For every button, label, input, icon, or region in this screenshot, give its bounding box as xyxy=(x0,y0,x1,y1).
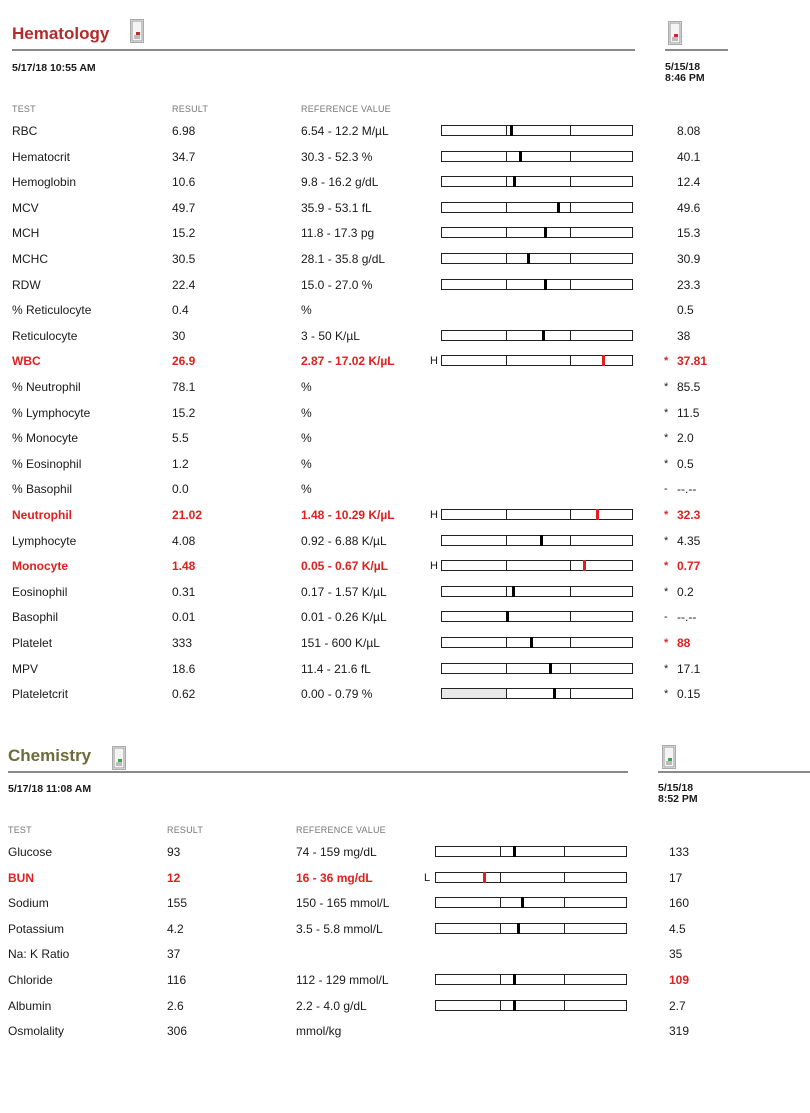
reference-range: 0.17 - 1.57 K/µL xyxy=(301,585,387,599)
reference-range: 0.05 - 0.67 K/µL xyxy=(301,559,388,573)
hematology-date: 5/17/18 10:55 AM xyxy=(12,62,96,74)
previous-result: 160 xyxy=(669,896,690,910)
test-name[interactable]: Osmolality xyxy=(8,1024,65,1038)
test-result: 306 xyxy=(167,1024,188,1038)
range-bar-divider xyxy=(570,536,571,545)
range-bar-marker xyxy=(557,202,560,213)
previous-result: 32.3 xyxy=(677,508,701,522)
range-bar-marker xyxy=(596,509,599,520)
reference-range: % xyxy=(301,303,312,317)
reference-range: mmol/kg xyxy=(296,1024,342,1038)
previous-result: 133 xyxy=(669,845,690,859)
range-bar-divider xyxy=(570,228,571,237)
hematology-prev-date: 5/15/18 xyxy=(665,61,701,73)
abnormal-flag: H xyxy=(430,355,438,367)
test-result: 5.5 xyxy=(172,431,189,445)
test-result: 37 xyxy=(167,947,181,961)
test-name[interactable]: Monocyte xyxy=(12,559,69,573)
test-name[interactable]: Hematocrit xyxy=(12,150,71,164)
hematology-prev-divider xyxy=(665,49,728,51)
hematology-prev-time: 8:46 PM xyxy=(665,72,705,84)
test-name[interactable]: Albumin xyxy=(8,999,52,1013)
range-bar-divider xyxy=(564,1001,565,1010)
reference-range: % xyxy=(301,431,312,445)
range-bar xyxy=(441,330,633,341)
test-result: 34.7 xyxy=(172,150,196,164)
range-bar-divider xyxy=(570,356,571,365)
range-bar-divider xyxy=(570,126,571,135)
abnormal-flag: H xyxy=(430,509,438,521)
test-name[interactable]: Sodium xyxy=(8,896,49,910)
prev-change-indicator: - xyxy=(664,483,668,495)
range-bar xyxy=(441,355,633,366)
reference-range: 35.9 - 53.1 fL xyxy=(301,201,372,215)
range-bar-marker xyxy=(542,330,545,341)
range-bar-divider xyxy=(506,587,507,596)
previous-result: 0.77 xyxy=(677,559,701,573)
range-bar-marker xyxy=(527,253,530,264)
chemistry-title: Chemistry xyxy=(8,746,92,765)
test-result: 26.9 xyxy=(172,354,196,368)
reference-range: 151 - 600 K/µL xyxy=(301,636,380,650)
range-bar-marker xyxy=(549,663,552,674)
test-name[interactable]: RBC xyxy=(12,124,38,138)
range-bar xyxy=(435,1000,627,1011)
hematology-divider xyxy=(12,49,635,51)
previous-result: 23.3 xyxy=(677,278,701,292)
test-name[interactable]: % Basophil xyxy=(12,482,73,496)
prev-change-indicator: * xyxy=(664,355,669,367)
reference-range: 0.92 - 6.88 K/µL xyxy=(301,534,387,548)
previous-result: 35 xyxy=(669,947,683,961)
test-result: 30.5 xyxy=(172,252,196,266)
test-result: 15.2 xyxy=(172,226,196,240)
test-name[interactable]: Eosinophil xyxy=(12,585,68,599)
range-bar-divider xyxy=(570,561,571,570)
range-bar-divider xyxy=(570,638,571,647)
reference-range: % xyxy=(301,457,312,471)
header-reference: REFERENCE VALUE xyxy=(301,104,391,114)
prev-change-indicator: * xyxy=(664,381,669,393)
range-bar-marker xyxy=(602,355,605,366)
range-bar xyxy=(441,151,633,162)
previous-result: --.-- xyxy=(677,482,697,496)
test-result: 0.4 xyxy=(172,303,189,317)
chemistry-tube-icon[interactable] xyxy=(112,746,126,770)
range-bar-divider xyxy=(564,924,565,933)
header-test: TEST xyxy=(12,104,36,114)
range-bar xyxy=(441,560,633,571)
range-bar xyxy=(441,125,633,136)
range-bar-divider xyxy=(570,177,571,186)
prev-change-indicator: * xyxy=(664,637,669,649)
prev-change-indicator: * xyxy=(664,535,669,547)
range-bar-divider xyxy=(506,536,507,545)
range-bar-marker xyxy=(517,923,520,934)
hematology-prev-tube-icon[interactable] xyxy=(668,21,682,45)
range-bar-marker xyxy=(540,535,543,546)
range-bar-divider xyxy=(506,152,507,161)
test-result: 2.6 xyxy=(167,999,184,1013)
test-name[interactable]: Basophil xyxy=(12,610,59,624)
header-result: RESULT xyxy=(172,104,209,114)
previous-result: 11.5 xyxy=(677,406,700,420)
test-result: 93 xyxy=(167,845,181,859)
reference-range: 11.4 - 21.6 fL xyxy=(301,662,371,676)
previous-result: 85.5 xyxy=(677,380,701,394)
test-name[interactable]: Potassium xyxy=(8,922,65,936)
test-result: 21.02 xyxy=(172,508,203,522)
range-bar-divider xyxy=(570,689,571,698)
chemistry-prev-divider xyxy=(658,771,810,773)
prev-change-indicator: * xyxy=(664,407,669,419)
range-bar-marker xyxy=(544,227,547,238)
range-bar-divider xyxy=(506,177,507,186)
test-name[interactable]: MCV xyxy=(12,201,39,215)
previous-result: 38 xyxy=(677,329,691,343)
range-bar-divider xyxy=(506,510,507,519)
range-bar-divider xyxy=(500,924,501,933)
reference-range: 150 - 165 mmol/L xyxy=(296,896,390,910)
abnormal-flag: L xyxy=(424,872,431,884)
range-bar xyxy=(435,923,627,934)
range-bar xyxy=(441,227,633,238)
test-result: 15.2 xyxy=(172,406,196,420)
range-bar-divider xyxy=(506,228,507,237)
previous-result: 12.4 xyxy=(677,175,701,189)
previous-result: 30.9 xyxy=(677,252,701,266)
test-name[interactable]: Neutrophil xyxy=(12,508,72,522)
range-bar-divider xyxy=(506,254,507,263)
reference-range: 30.3 - 52.3 % xyxy=(301,150,373,164)
range-bar-divider xyxy=(506,689,507,698)
prev-change-indicator: * xyxy=(664,663,669,675)
test-name[interactable]: BUN xyxy=(8,871,34,885)
prev-change-indicator: - xyxy=(664,611,668,623)
range-bar-marker xyxy=(506,611,509,622)
prev-change-indicator: * xyxy=(664,458,669,470)
abnormal-flag: H xyxy=(430,560,438,572)
test-result: 0.01 xyxy=(172,610,196,624)
header-result: RESULT xyxy=(167,825,204,835)
range-bar-marker xyxy=(521,897,524,908)
chemistry-prev-tube-icon[interactable] xyxy=(662,745,676,769)
test-result: 6.98 xyxy=(172,124,196,138)
range-bar-marker xyxy=(483,872,486,883)
previous-result: 2.0 xyxy=(677,431,694,445)
previous-result: 37.81 xyxy=(677,354,708,368)
reference-range: 28.1 - 35.8 g/dL xyxy=(301,252,386,266)
range-bar-divider xyxy=(506,638,507,647)
test-result: 0.31 xyxy=(172,585,196,599)
range-bar xyxy=(441,176,633,187)
test-name[interactable]: Reticulocyte xyxy=(12,329,78,343)
test-result: 155 xyxy=(167,896,188,910)
reference-range: 11.8 - 17.3 pg xyxy=(301,226,375,240)
range-bar-divider xyxy=(506,664,507,673)
range-bar-divider xyxy=(506,331,507,340)
previous-result: 109 xyxy=(669,973,690,987)
range-bar-marker xyxy=(513,846,516,857)
previous-result: --.-- xyxy=(677,610,697,624)
range-bar-divider xyxy=(570,152,571,161)
reference-range: 9.8 - 16.2 g/dL xyxy=(301,175,379,189)
reference-range: 6.54 - 12.2 M/µL xyxy=(301,124,389,138)
test-name[interactable]: RDW xyxy=(12,278,41,292)
range-bar-divider xyxy=(506,280,507,289)
range-bar-marker xyxy=(513,974,516,985)
range-bar-marker xyxy=(510,125,513,136)
range-bar-marker xyxy=(544,279,547,290)
test-name[interactable]: Hemoglobin xyxy=(12,175,77,189)
range-bar xyxy=(441,663,633,674)
test-result: 78.1 xyxy=(172,380,196,394)
reference-range: % xyxy=(301,406,312,420)
range-bar-divider xyxy=(570,510,571,519)
range-bar-divider xyxy=(564,873,565,882)
header-reference: REFERENCE VALUE xyxy=(296,825,386,835)
previous-result: 17.1 xyxy=(677,662,701,676)
test-result: 22.4 xyxy=(172,278,196,292)
previous-result: 17 xyxy=(669,871,683,885)
test-result: 0.0 xyxy=(172,482,189,496)
range-bar-marker xyxy=(530,637,533,648)
hematology-title: Hematology xyxy=(12,24,110,43)
range-bar xyxy=(435,974,627,985)
previous-result: 4.35 xyxy=(677,534,701,548)
previous-result: 0.5 xyxy=(677,303,694,317)
chemistry-divider xyxy=(8,771,628,773)
range-bar-divider xyxy=(500,847,501,856)
prev-change-indicator: * xyxy=(664,560,669,572)
test-result: 30 xyxy=(172,329,186,343)
test-name[interactable]: % Neutrophil xyxy=(12,380,81,394)
chemistry-prev-date: 5/15/18 xyxy=(658,782,694,794)
test-name[interactable]: Glucose xyxy=(8,845,53,859)
range-bar-divider xyxy=(500,1001,501,1010)
chemistry-prev-time: 8:52 PM xyxy=(658,793,698,805)
range-bar-marker xyxy=(553,688,556,699)
range-bar xyxy=(435,897,627,908)
range-bar-divider xyxy=(570,664,571,673)
header-test: TEST xyxy=(8,825,32,835)
range-bar xyxy=(441,509,633,520)
test-name[interactable]: % Lymphocyte xyxy=(12,406,91,420)
test-result: 18.6 xyxy=(172,662,196,676)
range-bar-marker xyxy=(513,176,516,187)
test-result: 1.2 xyxy=(172,457,189,471)
test-name[interactable]: Chloride xyxy=(8,973,53,987)
prev-change-indicator: * xyxy=(664,509,669,521)
test-result: 333 xyxy=(172,636,193,650)
previous-result: 8.08 xyxy=(677,124,701,138)
test-result: 49.7 xyxy=(172,201,196,215)
test-result: 0.62 xyxy=(172,687,196,701)
test-result: 12 xyxy=(167,871,181,885)
reference-range: 2.87 - 17.02 K/µL xyxy=(301,354,395,368)
reference-range: 16 - 36 mg/dL xyxy=(296,871,373,885)
reference-range: % xyxy=(301,380,312,394)
range-bar-divider xyxy=(570,612,571,621)
range-bar-marker xyxy=(512,586,515,597)
test-name[interactable]: MCHC xyxy=(12,252,48,266)
previous-result: 49.6 xyxy=(677,201,701,215)
test-result: 116 xyxy=(167,973,187,987)
test-name[interactable]: % Eosinophil xyxy=(12,457,82,471)
reference-range: 2.2 - 4.0 g/dL xyxy=(296,999,367,1013)
test-result: 4.2 xyxy=(167,922,184,936)
test-name[interactable]: % Reticulocyte xyxy=(12,303,92,317)
range-bar-divider xyxy=(500,975,501,984)
reference-range: 0.00 - 0.79 % xyxy=(301,687,373,701)
chemistry-date: 5/17/18 11:08 AM xyxy=(8,783,92,795)
range-bar-divider xyxy=(570,280,571,289)
hematology-tube-icon[interactable] xyxy=(130,19,144,43)
test-name[interactable]: MCH xyxy=(12,226,40,240)
range-bar-marker xyxy=(519,151,522,162)
range-bar-divider xyxy=(500,873,501,882)
range-bar-marker xyxy=(513,1000,516,1011)
previous-result: 0.5 xyxy=(677,457,694,471)
test-name[interactable]: % Monocyte xyxy=(12,431,79,445)
range-bar xyxy=(441,611,633,622)
range-bar-divider xyxy=(564,975,565,984)
range-bar-divider xyxy=(506,356,507,365)
range-bar-divider xyxy=(506,126,507,135)
test-name[interactable]: WBC xyxy=(12,354,41,368)
range-bar xyxy=(435,846,627,857)
test-name[interactable]: MPV xyxy=(12,662,39,676)
range-bar xyxy=(441,637,633,648)
reference-range: 0.01 - 0.26 K/µL xyxy=(301,610,387,624)
reference-range: 15.0 - 27.0 % xyxy=(301,278,373,292)
range-bar-divider xyxy=(506,203,507,212)
previous-result: 15.3 xyxy=(677,226,701,240)
range-bar xyxy=(441,586,633,597)
prev-change-indicator: * xyxy=(664,586,669,598)
range-bar-divider xyxy=(570,331,571,340)
test-name[interactable]: Na: K Ratio xyxy=(8,947,70,961)
range-bar xyxy=(435,872,627,883)
range-bar-shade xyxy=(442,689,506,698)
range-bar-divider xyxy=(564,847,565,856)
range-bar xyxy=(441,535,633,546)
reference-range: 112 - 129 mmol/L xyxy=(296,973,389,987)
previous-result: 319 xyxy=(669,1024,690,1038)
previous-result: 0.2 xyxy=(677,585,694,599)
test-result: 10.6 xyxy=(172,175,196,189)
reference-range: 3.5 - 5.8 mmol/L xyxy=(296,922,383,936)
range-bar xyxy=(441,279,633,290)
range-bar-divider xyxy=(570,254,571,263)
test-result: 1.48 xyxy=(172,559,196,573)
range-bar-marker xyxy=(583,560,586,571)
previous-result: 0.15 xyxy=(677,687,701,701)
test-result: 4.08 xyxy=(172,534,196,548)
reference-range: 1.48 - 10.29 K/µL xyxy=(301,508,395,522)
range-bar-divider xyxy=(570,587,571,596)
test-name[interactable]: Lymphocyte xyxy=(12,534,77,548)
range-bar xyxy=(441,253,633,264)
previous-result: 4.5 xyxy=(669,922,686,936)
range-bar xyxy=(441,688,633,699)
test-name[interactable]: Platelet xyxy=(12,636,53,650)
range-bar-divider xyxy=(500,898,501,907)
range-bar-divider xyxy=(506,561,507,570)
reference-range: 74 - 159 mg/dL xyxy=(296,845,377,859)
prev-change-indicator: * xyxy=(664,688,669,700)
range-bar-divider xyxy=(570,203,571,212)
prev-change-indicator: * xyxy=(664,432,669,444)
range-bar xyxy=(441,202,633,213)
reference-range: 3 - 50 K/µL xyxy=(301,329,360,343)
range-bar-divider xyxy=(564,898,565,907)
previous-result: 88 xyxy=(677,636,691,650)
previous-result: 2.7 xyxy=(669,999,686,1013)
previous-result: 40.1 xyxy=(677,150,701,164)
test-name[interactable]: Plateletcrit xyxy=(12,687,69,701)
reference-range: % xyxy=(301,482,312,496)
